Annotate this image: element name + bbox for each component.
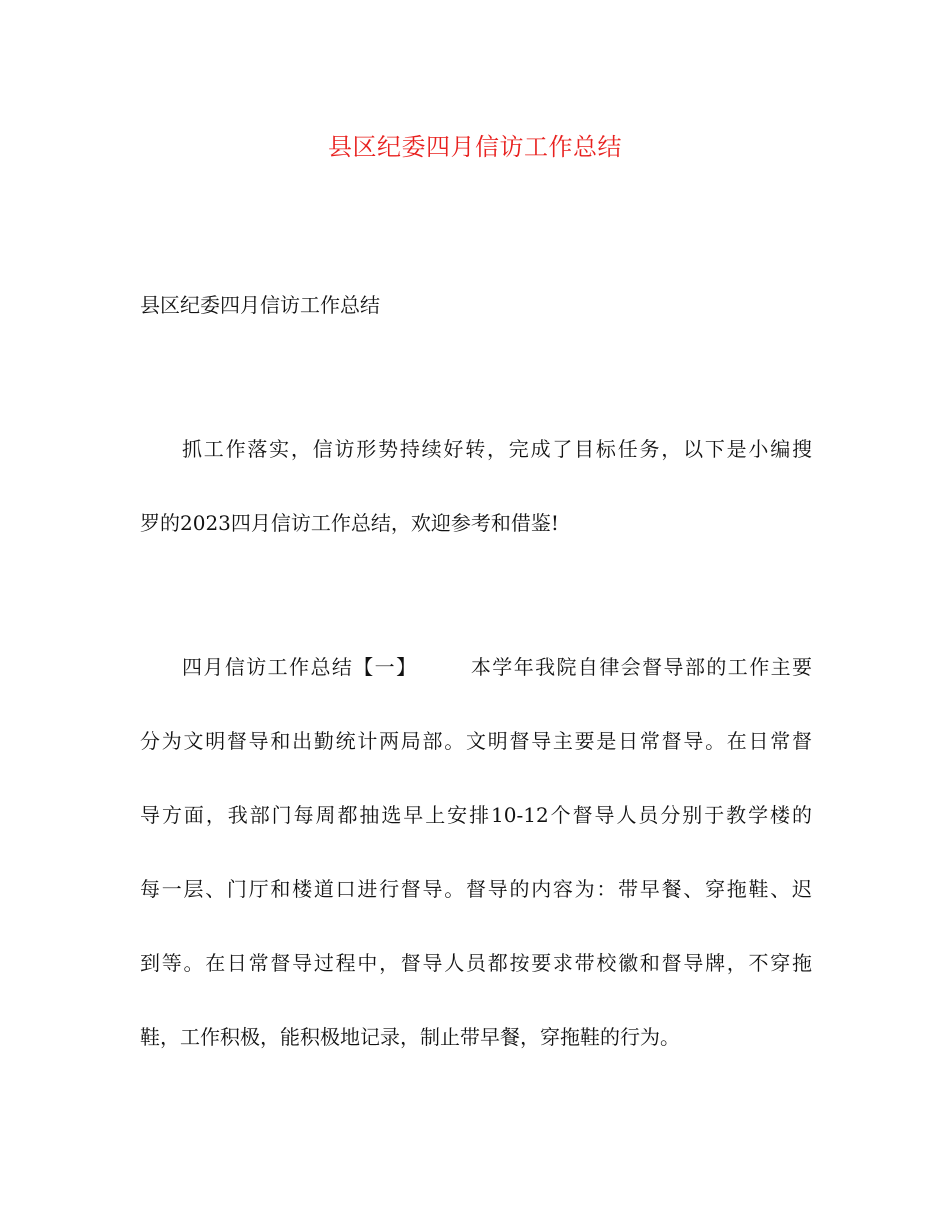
section1-heading: 四月信访工作总结【一】 (182, 655, 418, 679)
section1-line-1 (140, 652, 812, 682)
section1-paragraph (140, 652, 812, 1052)
document-subtitle: 县区纪委四月信访工作总结 (140, 293, 380, 317)
section1-line-3: 导方面，我部门每周都抽选早上安排10-12个督导人员分别于教学楼的 (140, 803, 812, 827)
section1-line-2: 分为文明督导和出勤统计两局部。文明督导主要是日常督导。在日常督 (140, 729, 812, 753)
section1-line-5: 到等。在日常督导过程中，督导人员都按要求带校徽和督导牌，不穿拖 (140, 951, 812, 975)
intro-paragraph (140, 434, 812, 538)
intro-line-2: 罗的2023四月信访工作总结，欢迎参考和借鉴! (140, 511, 559, 535)
section1-line-6: 鞋，工作积极，能积极地记录，制止带早餐，穿拖鞋的行为。 (140, 1025, 680, 1049)
document-title: 县区纪委四月信访工作总结 (328, 133, 622, 161)
section1-first-line-text: 本学年我院自律会督导部的工作主要 (469, 655, 813, 679)
intro-line-1: 抓工作落实，信访形势持续好转，完成了目标任务，以下是小编搜 (182, 437, 812, 461)
section1-line-4: 每一层、门厅和楼道口进行督导。督导的内容为：带早餐、穿拖鞋、迟 (140, 877, 812, 901)
